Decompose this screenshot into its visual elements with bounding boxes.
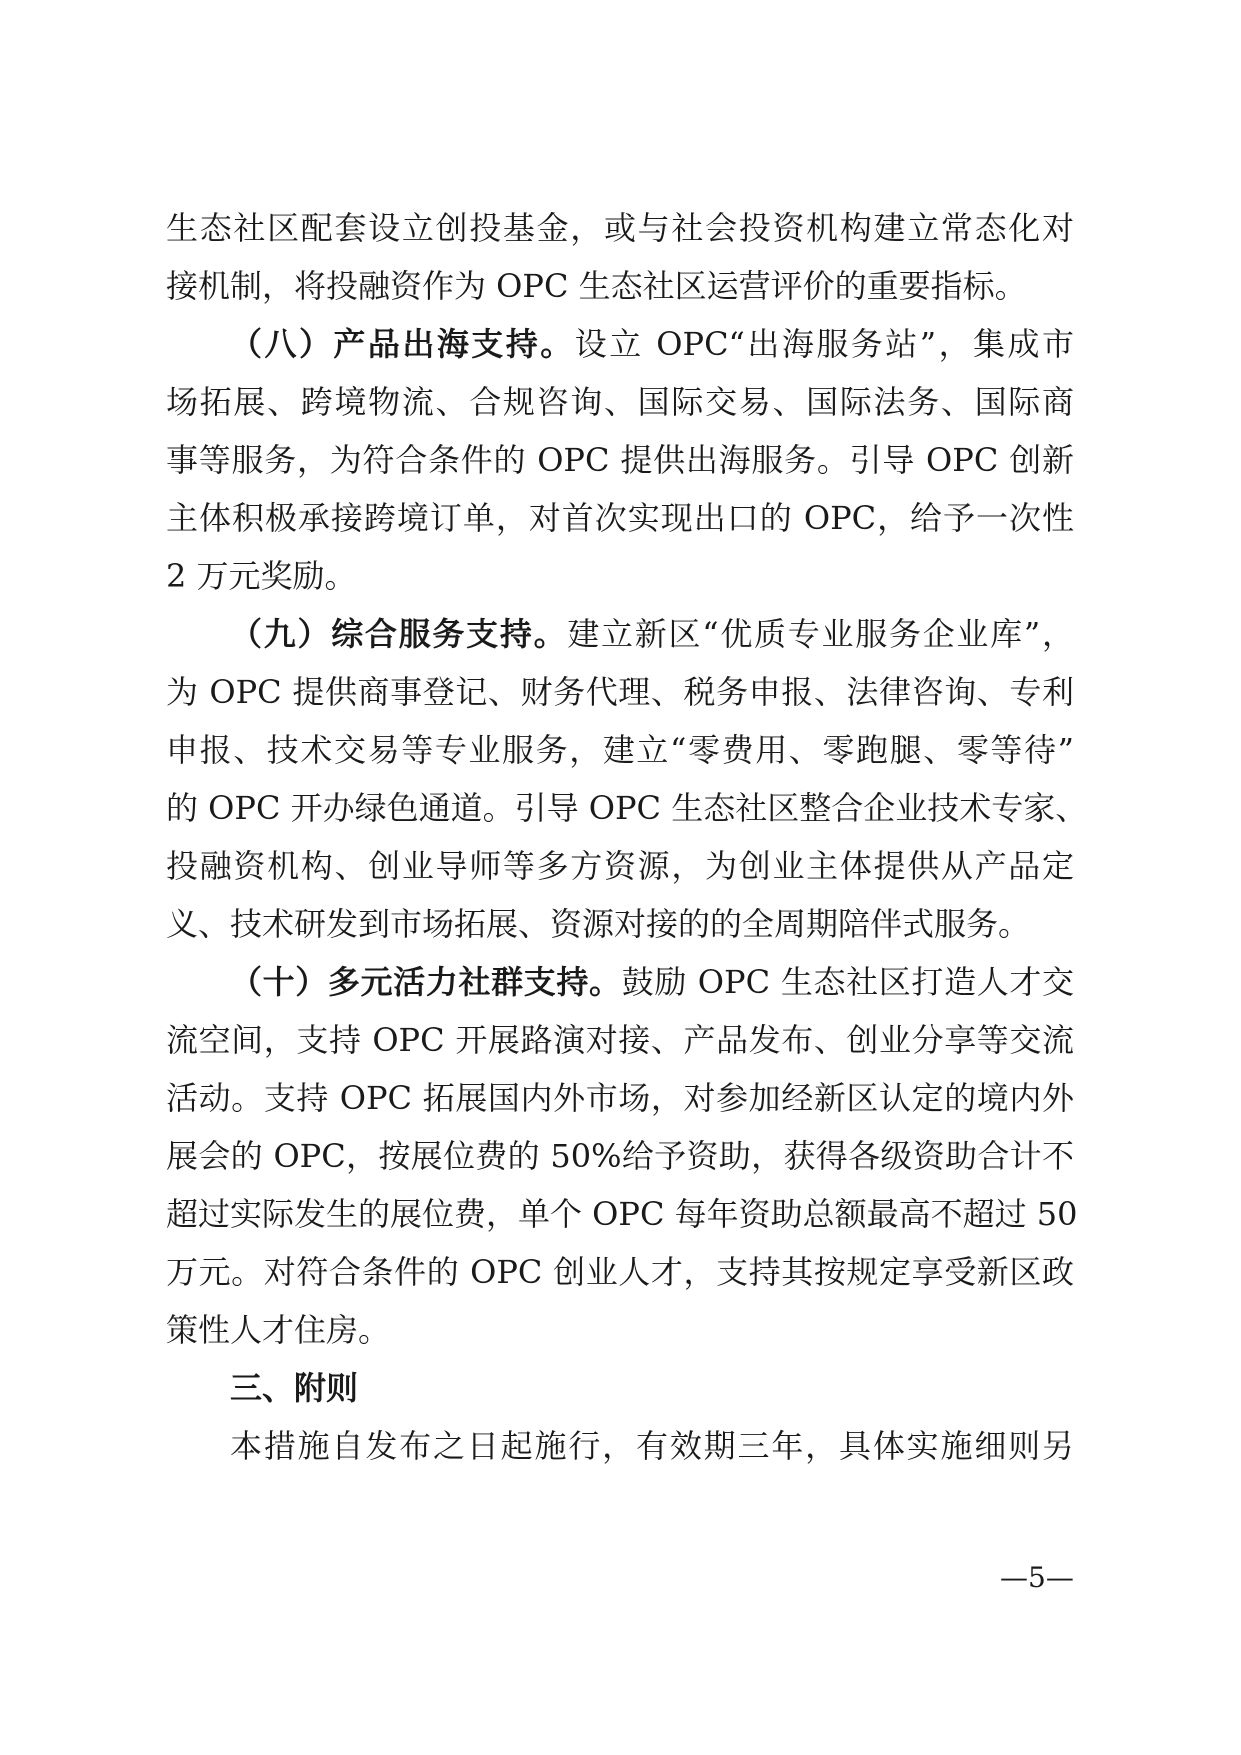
paragraph-10-first-line	[230, 960, 1074, 1004]
body-line: 超过实际发生的展位费，单个 OPC 每年资助总额最高不超过 50	[166, 1195, 1078, 1233]
paragraph-10-title: （十）多元活力社群支持。	[230, 963, 622, 1001]
body-line: 展会的 OPC，按展位费的 50%给予资助，获得各级资助合计不	[166, 1137, 1074, 1175]
paragraph-9-title: （九）综合服务支持。	[230, 615, 568, 653]
body-line: 活动。支持 OPC 拓展国内外市场，对参加经新区认定的境内外	[166, 1079, 1074, 1117]
paragraph-8-title: （八）产品出海支持。	[230, 325, 575, 363]
body-line: 策性人才住房。	[166, 1311, 391, 1349]
page-number: —5—	[1000, 1561, 1074, 1594]
body-line: 万元。对符合条件的 OPC 创业人才，支持其按规定享受新区政	[166, 1253, 1074, 1291]
paragraph-10-text: 鼓励 OPC 生态社区打造人才交	[621, 963, 1074, 1001]
body-line: 流空间，支持 OPC 开展路演对接、产品发布、创业分享等交流	[166, 1021, 1074, 1059]
paragraph-8-text: 设立 OPC“出海服务站”，集成市	[574, 325, 1074, 363]
section-heading: 三、附则	[230, 1369, 359, 1407]
body-line: 本措施自发布之日起施行，有效期三年，具体实施细则另	[230, 1427, 1074, 1465]
body-line: 接机制，将投融资作为 OPC 生态社区运营评价的重要指标。	[166, 267, 1027, 305]
body-line: 主体积极承接跨境订单，对首次实现出口的 OPC，给予一次性	[166, 499, 1074, 537]
body-line: 投融资机构、创业导师等多方资源，为创业主体提供从产品定	[166, 847, 1074, 885]
body-line: 事等服务，为符合条件的 OPC 提供出海服务。引导 OPC 创新	[166, 441, 1074, 479]
body-line: 生态社区配套设立创投基金，或与社会投资机构建立常态化对	[166, 209, 1074, 247]
body-line: 申报、技术交易等专业服务，建立“零费用、零跑腿、零等待”	[166, 731, 1074, 769]
paragraph-9-text: 建立新区“优质专业服务企业库”，	[567, 615, 1074, 653]
body-line: 义、技术研发到市场拓展、资源对接的的全周期陪伴式服务。	[166, 905, 1031, 943]
body-line: 为 OPC 提供商事登记、财务代理、税务申报、法律咨询、专利	[166, 673, 1074, 711]
paragraph-8-first-line	[230, 322, 1074, 366]
paragraph-9-first-line	[230, 612, 1074, 656]
body-line: 场拓展、跨境物流、合规咨询、国际交易、国际法务、国际商	[166, 383, 1074, 421]
body-line: 的 OPC 开办绿色通道。引导 OPC 生态社区整合企业技术专家、	[166, 789, 1088, 827]
body-line: 2 万元奖励。	[166, 557, 357, 595]
